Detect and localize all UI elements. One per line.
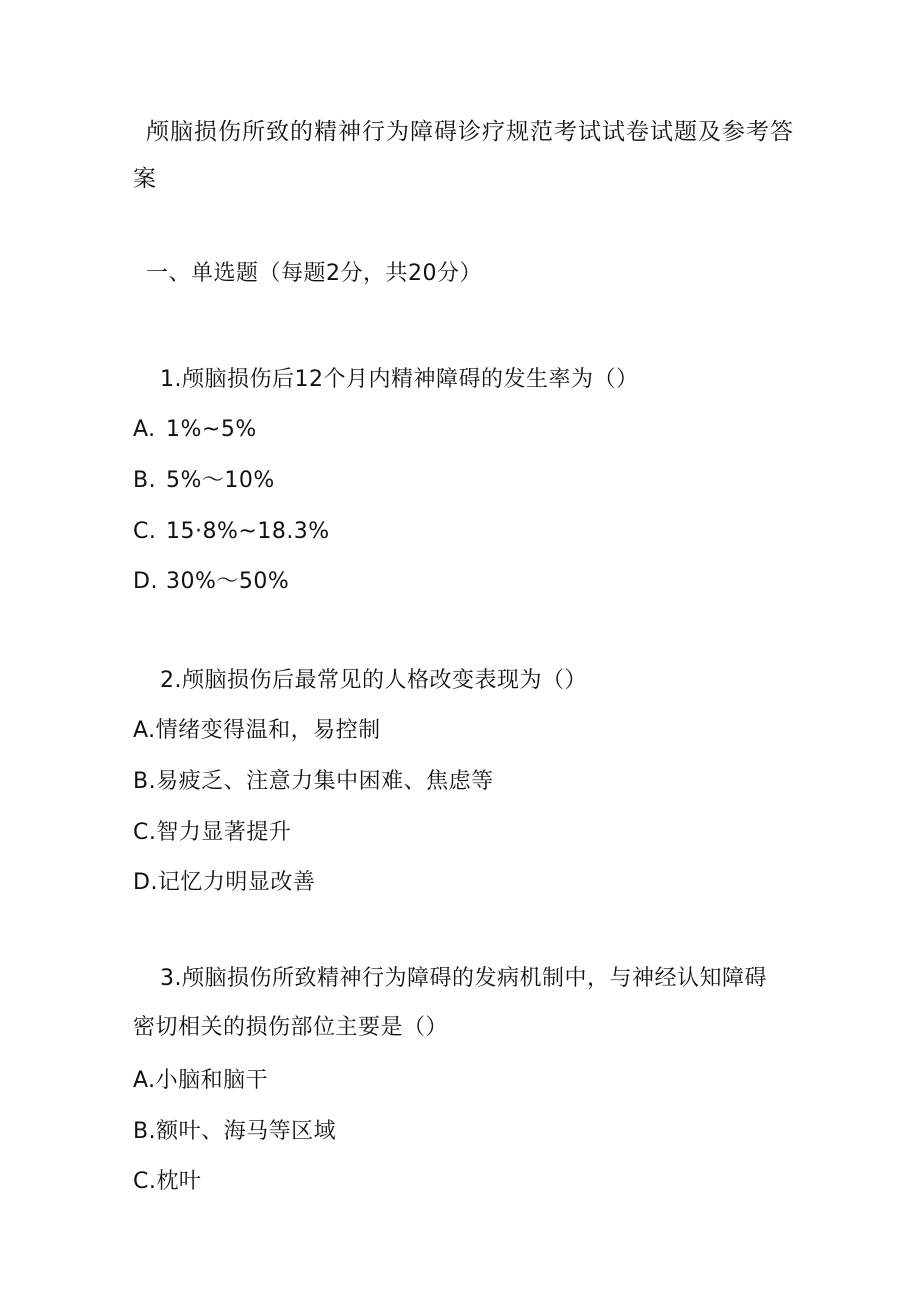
option-text: 5%～10%	[166, 468, 275, 493]
question-1-option-d	[133, 567, 289, 597]
option-text: 30%～50%	[166, 569, 290, 594]
option-label: A.	[133, 417, 156, 442]
question-3-stem-line-2: 密切相关的损伤部位主要是（）	[133, 1015, 449, 1040]
question-2-option-b: B.易疲乏、注意力集中困难、焦虑等	[133, 769, 494, 794]
option-text: 15·8%~18.3%	[166, 519, 330, 544]
question-3-option-b: B.额叶、海马等区域	[133, 1119, 337, 1144]
option-label: B.	[133, 468, 157, 493]
doc-title-line-1: 颅脑损伤所致的精神行为障碍诊疗规范考试试卷试题及参考答	[146, 119, 794, 145]
option-label: C.	[133, 519, 157, 544]
question-2-stem: 2.颅脑损伤后最常见的人格改变表现为（）	[160, 668, 587, 693]
option-text: 1%~5%	[166, 417, 257, 442]
question-1-option-c	[133, 517, 330, 547]
question-1-stem: 1.颅脑损伤后12个月内精神障碍的发生率为（）	[160, 367, 639, 392]
question-2-option-d: D.记忆力明显改善	[133, 870, 316, 895]
question-3-stem-line-1: 3.颅脑损伤所致精神行为障碍的发病机制中，与神经认知障碍	[160, 966, 767, 991]
option-label: D.	[133, 569, 158, 594]
question-3-option-c: C.枕叶	[133, 1169, 202, 1194]
doc-title-line-2: 案	[133, 166, 157, 192]
question-1-option-a	[133, 415, 257, 445]
question-2-option-c: C.智力显著提升	[133, 820, 292, 845]
question-3-option-a: A.小脑和脑干	[133, 1068, 269, 1093]
section-heading: 一、单选题（每题2分，共20分）	[146, 261, 482, 286]
question-2-option-a: A.情绪变得温和，易控制	[133, 718, 381, 743]
question-1-option-b	[133, 466, 275, 496]
